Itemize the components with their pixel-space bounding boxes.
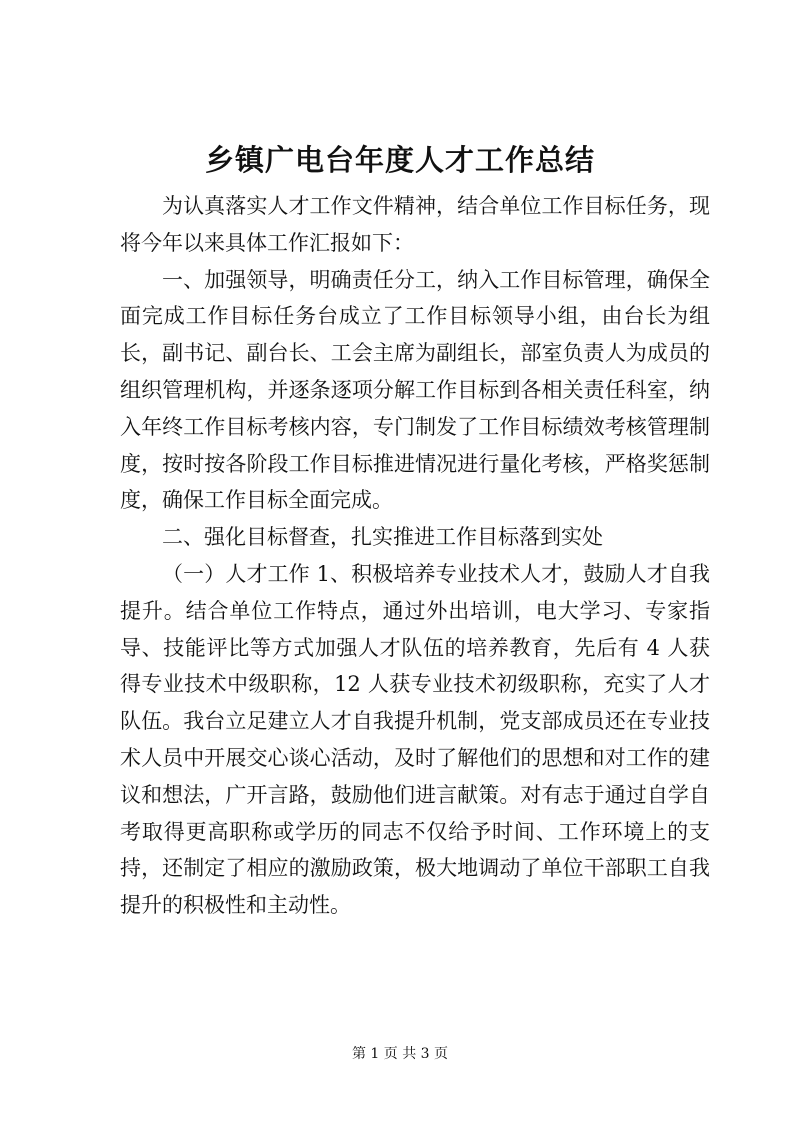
paragraph-section-1: 一、加强领导，明确责任分工，纳入工作目标管理，确保全面完成工作目标任务台成立了工作目标领导小组，由台长为组长，副书记、副台长、工会主席为副组长，部室负责人为成员的组织管理机构，并逐条逐项分解工作目标到各相关责任科室，纳入年终工作目标考核内容，专门制发了工作目标绩效考核管理制度，按时按各阶段工作目标推进情况进行量化考核，严格奖惩制度，确保工作目标全面完成。 bbox=[120, 267, 710, 513]
paragraph-section-2-heading: 二、强化目标督查，扎实推进工作目标落到实处 bbox=[162, 525, 603, 550]
page-number-footer: 第 1 页 共 3 页 bbox=[351, 1046, 449, 1062]
paragraph-talent-work: （一）人才工作 1、积极培养专业技术人才，鼓励人才自我提升。结合单位工作特点，通过外出培训，电大学习、专家指导、技能评比等方式加强人才队伍的培养教育，先后有 4 人获得专业技术中级职称，12 人获专业技术初级职称，充实了人才队伍。我台立足建立人才自我提升机制，党支部成员还在专业技术人员中开展交心谈心活动，及时了解他们的思想和对工作的建议和想法，广开言路，鼓励他们进言献策。对有志于通过自学自考取得更高职称或学历的同志不仅给予时间、工作环境上的支持，还制定了相应的激励政策，极大地调动了单位干部职工自我提升的积极性和主动性。 bbox=[120, 561, 710, 918]
document-body bbox=[120, 188, 710, 924]
document-title: 乡镇广电台年度人才工作总结 bbox=[204, 143, 595, 177]
paragraph-intro: 为认真落实人才工作文件精神，结合单位工作目标任务，现将今年以来具体工作汇报如下： bbox=[120, 194, 710, 255]
